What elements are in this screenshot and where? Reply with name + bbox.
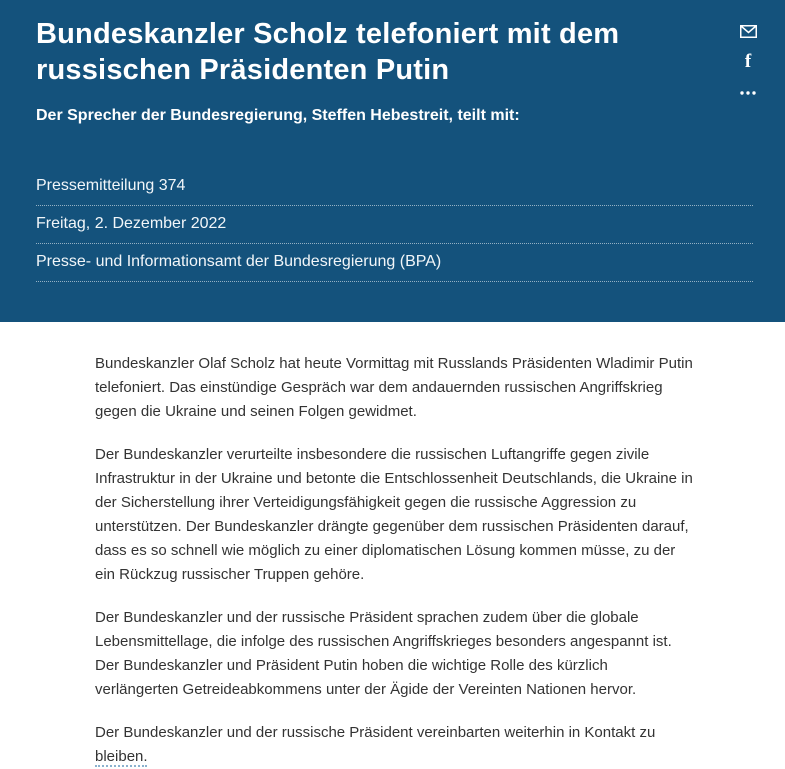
meta-date — [36, 206, 753, 244]
share-email-button[interactable] — [738, 22, 758, 40]
facebook-icon: f — [744, 51, 752, 72]
more-options-icon — [740, 91, 756, 95]
article-paragraph-4: Der Bundeskanzler und der russische Präsident vereinbarten weiterhin in Kontakt zu bleiben. — [95, 724, 656, 765]
meta-source — [36, 244, 753, 282]
meta-source-label: Presse- und Informationsamt der Bundesregierung (BPA) — [36, 253, 442, 270]
share-facebook-button[interactable] — [738, 53, 758, 71]
email-icon — [740, 25, 757, 38]
article-paragraph-2: Der Bundeskanzler verurteilte insbesondere die russischen Luftangriffe gegen zivile Infrastruktur in der Ukraine und betonte die Entschlossenheit Deutschlands, die Ukraine in der Sicherstellung ihrer Verteidigungsfähigkeit gegen die russische Aggression zu unterstützen. Der Bundeskanzler drängte gegenüber dem russischen Präsidenten darauf, dass es so schnell wie möglich zu einer diplomatischen Lösung kommen müsse, zu der ein Rückzug russischer Truppen gehöre. — [95, 446, 693, 583]
page-title-line-2: russischen Präsidenten Putin — [36, 54, 450, 86]
meta-release-type-label: Pressemitteilung 374 — [36, 177, 186, 194]
article-paragraph-3: Der Bundeskanzler und der russische Präsident sprachen zudem über die globale Lebensmittellage, die infolge des russischen Angriffskrieges besonders angespannt ist. Der Bundeskanzler und Präsident Putin hoben die wichtige Rolle des kürzlich verlängerten Getreideabkommens unter der Ägide der Vereinten Nationen hervor. — [95, 609, 672, 698]
press-release-header — [0, 0, 785, 322]
meta-release-type — [36, 168, 753, 206]
share-rail — [738, 22, 758, 102]
page-title — [36, 0, 696, 88]
page-title-line-1: Bundeskanzler Scholz telefoniert mit dem — [36, 18, 620, 50]
article-body — [0, 322, 785, 769]
meta-date-label: Freitag, 2. Dezember 2022 — [36, 215, 227, 232]
page-subtitle: Der Sprecher der Bundesregierung, Steffen Hebestreit, teilt mit: — [36, 107, 520, 124]
share-more-button[interactable] — [738, 84, 758, 102]
truncated-content-fragment — [95, 765, 147, 769]
article-paragraph-1: Bundeskanzler Olaf Scholz hat heute Vormittag mit Russlands Präsidenten Wladimir Putin telefoniert. Das einstündige Gespräch war dem andauernden russischen Angriffskrieg gegen die Ukraine und seinen Folgen gewidmet. — [95, 355, 693, 420]
meta-list — [36, 168, 753, 282]
